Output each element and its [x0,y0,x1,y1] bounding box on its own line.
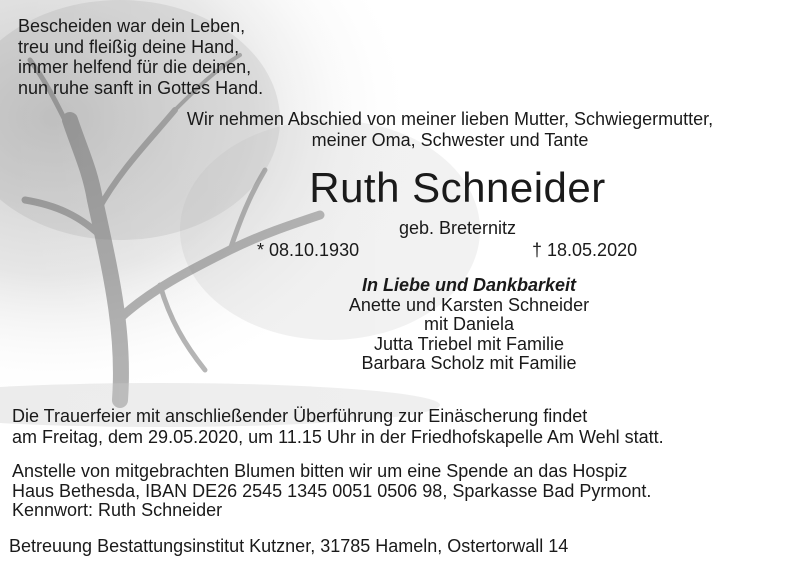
poem-line: nun ruhe sanft in Gottes Hand. [18,77,264,98]
donation-line: Anstelle von mitgebrachten Blumen bitten wir um eine Spende an das Hospiz [12,461,628,481]
poem-line: treu und fleißig deine Hand, [18,36,240,57]
mourner-line: Jutta Triebel mit Familie [373,333,565,354]
birth-date: * 08.10.1930 [257,240,360,260]
deceased-name: Ruth Schneider [309,164,606,211]
maiden-name: geb. Breternitz [398,218,517,238]
donation-line: Kennwort: Ruth Schneider [12,500,223,520]
mourners-block [0,276,800,374]
service-line: Die Trauerfeier mit anschließender Überführung zur Einäscherung findet [12,406,588,426]
intro-line: Wir nehmen Abschied von meiner lieben Mutter, Schwiegermutter, [186,109,714,129]
donation-notice [12,462,651,521]
farewell-intro [140,109,760,151]
mourner-line: mit Daniela [423,314,515,334]
service-line: am Freitag, dem 29.05.2020, um 11.15 Uhr in der Friedhofskapelle Am Wehl statt. [12,427,664,447]
poem-line: immer helfend für die deinen, [18,57,252,77]
death-date: † 18.05.2020 [532,240,638,260]
donation-line: Haus Bethesda, IBAN DE26 2545 1345 0051 0506 98, Sparkasse Bad Pyrmont. [12,480,652,501]
undertaker-info: Betreuung Bestattungsinstitut Kutzner, 31785 Hameln, Ostertorwall 14 [9,536,569,556]
mourner-line: Barbara Scholz mit Familie [361,353,577,373]
mourners-heading: In Liebe und Dankbarkeit [361,275,577,295]
intro-line: meiner Oma, Schwester und Tante [311,130,589,150]
funeral-service-notice [12,406,664,448]
mourner-line: Anette und Karsten Schneider [348,294,590,315]
memorial-poem [18,16,263,98]
poem-line: Bescheiden war dein Leben, [18,16,246,36]
